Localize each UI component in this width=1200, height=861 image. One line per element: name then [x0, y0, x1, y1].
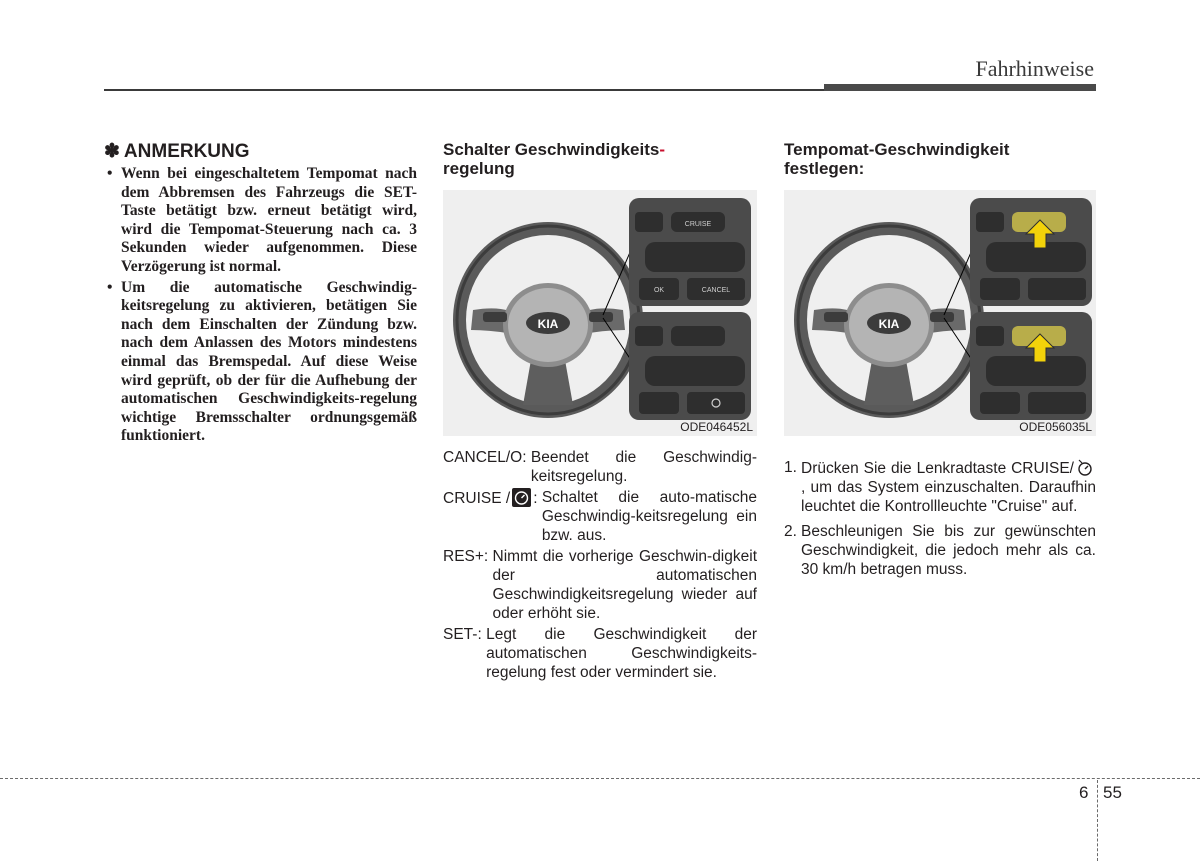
step-text-part: Drücken Sie die Lenkradtaste CRUISE/	[801, 460, 1074, 477]
definition-desc: Schaltet die auto-matische Geschwindig-keitsregelung ein bzw. aus.	[541, 489, 757, 544]
step-number: 2.	[784, 523, 797, 540]
figure-code: ODE046452L	[680, 420, 753, 434]
definition-term: SET-:	[443, 626, 482, 643]
note-item: • Wenn bei eingeschaltetem Tempomat nach dem Abbremsen des Fahrzeugs die SET-Taste betätigt bzw. erneut betätigt wird, wird die Tempomat-Steuerung nach ca. 3 Sekunden wieder aufgenommen. Diese Verzögerung ist normal.	[104, 165, 417, 277]
step-text: Beschleunigen Sie bis zur gewünschten Geschwindigkeit, die jedoch mehr als ca. 30 km/h betragen muss.	[801, 523, 1096, 578]
page-number: 55	[1103, 783, 1122, 802]
definition-term	[443, 488, 542, 545]
ok-label: OK	[653, 287, 665, 294]
note-title-text: ANMERKUNG	[123, 141, 250, 162]
cruise-speedometer-icon	[1074, 458, 1096, 477]
header-rule-accent	[824, 84, 1096, 91]
heading-line: festlegen:	[784, 159, 865, 178]
cruise-term-sep: :	[533, 490, 538, 507]
definition-desc: Beendet die Geschwindig-keitsregelung.	[530, 449, 757, 485]
steering-wheel-figure-set	[784, 190, 1096, 436]
header-rule	[104, 89, 824, 91]
step-item	[784, 522, 1096, 579]
page-header-title: Fahrhinweise	[975, 56, 1094, 81]
steering-wheel-illustration-set	[784, 190, 1096, 436]
set-speed-steps	[784, 458, 1096, 585]
definition-term: CANCEL/O:	[443, 449, 527, 466]
heading-line: regelung	[443, 159, 515, 178]
note-title	[104, 140, 417, 163]
figure-code: ODE056035L	[1019, 420, 1092, 434]
steering-wheel-illustration	[443, 190, 757, 436]
cruise-speedometer-icon	[512, 488, 531, 507]
button-definitions	[443, 448, 757, 684]
definition-desc: Legt die Geschwindigkeit der automatischen Geschwindigkeits-regelung fest oder vermindert sie.	[486, 626, 757, 681]
footer-rule	[0, 778, 1200, 779]
definition-row	[443, 448, 757, 486]
step-number: 1.	[784, 459, 797, 476]
kia-logo-text: KIA	[537, 317, 559, 331]
step-text	[801, 458, 1096, 516]
kia-logo-text: KIA	[878, 317, 900, 331]
chapter-number: 6	[1079, 783, 1089, 802]
set-speed-heading	[784, 140, 1104, 178]
note-box	[104, 140, 417, 448]
footer-divider	[1097, 780, 1098, 861]
cruise-switch-heading	[443, 140, 763, 178]
definition-row	[443, 547, 757, 623]
definition-term: RES+:	[443, 548, 489, 565]
cancel-label: CANCEL	[701, 287, 731, 294]
cruise-label: CRUISE	[684, 221, 712, 228]
cruise-term-text: CRUISE /	[443, 490, 511, 507]
definition-desc: Nimmt die vorherige Geschwin-digkeit der automatischen Geschwindigkeitsregelung wieder auf oder erhöht sie.	[492, 548, 757, 622]
note-list	[104, 165, 417, 446]
step-item	[784, 458, 1096, 516]
note-item: • Um die automatische Geschwindig-keitsregelung zu aktivieren, betätigen Sie nach dem Einschalten der Zündung bzw. nach dem Anlassen des Motors mindestens einmal das Bremspedal. Auf diese Weise wird geprüft, ob der für die Aufhebung der automatischen Geschwindigkeits-regelung wichtige Bremsschalter ordnungsgemäß funktioniert.	[104, 279, 417, 446]
step-text-part: , um das System einzuschalten. Daraufhin leuchtet die Kontrollleuchte "Cruise" auf.	[801, 479, 1096, 515]
heading-hyphen: -	[659, 140, 666, 159]
heading-line: Schalter Geschwindigkeits	[443, 140, 660, 159]
definition-row	[443, 488, 757, 545]
steering-wheel-figure	[443, 190, 757, 436]
note-star-icon: ✽	[104, 141, 120, 162]
definition-row	[443, 625, 757, 682]
heading-line: Tempomat-Geschwindigkeit	[784, 140, 1010, 159]
